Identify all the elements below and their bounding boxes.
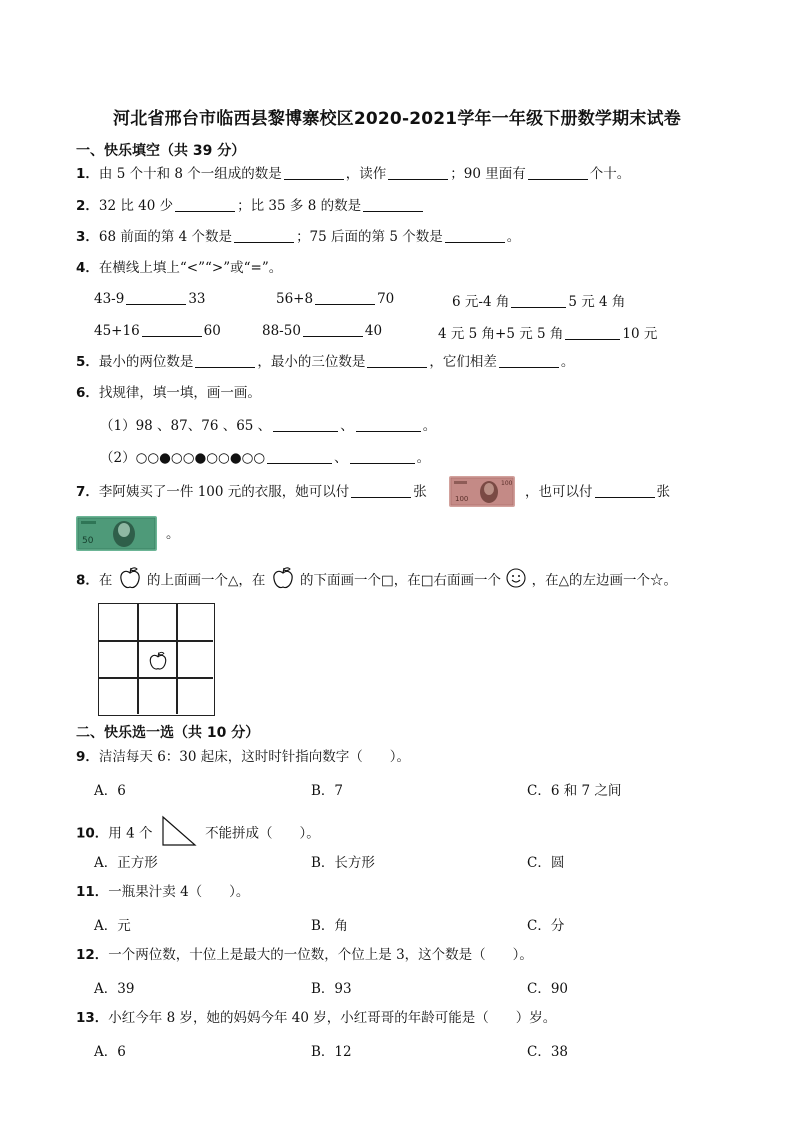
question-5: 5．最小的两位数是 ，最小的三位数是 ，它们相差 。 xyxy=(76,354,575,370)
section-2-heading: 二、快乐选一选（共 10 分） xyxy=(76,725,260,741)
grid-line xyxy=(99,640,213,642)
question-12: 12．一个两位数，十位上是最大的一位数，个位上是 3，这个数是（ ）。 xyxy=(76,947,533,963)
compare-item: 43-9 33 xyxy=(94,291,206,307)
question-10: 10．用 4 个 不能拼成（ ）。 xyxy=(76,815,320,853)
question-1: 1．由 5 个十和 8 个一组成的数是 ，读作 ；90 里面有 个十。 xyxy=(76,166,631,182)
answer-blank[interactable] xyxy=(267,449,332,464)
answer-blank[interactable] xyxy=(142,322,202,337)
banknote-100-image xyxy=(449,476,515,507)
answer-blank[interactable] xyxy=(303,322,363,337)
grid-line xyxy=(137,604,139,714)
question-8: 8．在 的上面画一个△，在 的下面画一个□，在□右面画一个 ，在△的左边画一个☆。 xyxy=(76,565,677,597)
question-2: 2．32 比 40 少 ；比 35 多 8 的数是 xyxy=(76,196,425,216)
banknote-100-label: 100 xyxy=(455,495,469,503)
question-7: 7．李阿姨买了一件 100 元的衣服，她可以付 张 xyxy=(76,484,427,500)
answer-blank[interactable] xyxy=(528,165,588,180)
compare-item: 6 元-4 角 5 元 4 角 xyxy=(452,294,626,310)
option-c[interactable]: C．分 xyxy=(527,918,565,934)
answer-blank[interactable] xyxy=(595,483,655,498)
right-triangle-icon xyxy=(161,815,197,853)
grid-line xyxy=(176,604,178,714)
question-9: 9．洁洁每天 6：30 起床，这时时针指向数字（ ）。 xyxy=(76,749,411,765)
option-a[interactable]: A．6 xyxy=(94,783,126,799)
compare-item: 56+8 70 xyxy=(276,291,395,307)
answer-blank[interactable] xyxy=(356,417,421,432)
answer-blank[interactable] xyxy=(273,417,338,432)
option-b[interactable]: B．12 xyxy=(311,1044,352,1060)
question-13: 13．小红今年 8 岁，她的妈妈今年 40 岁，小红哥哥的年龄可能是（ ）岁。 xyxy=(76,1010,557,1026)
answer-blank[interactable] xyxy=(234,228,294,243)
answer-blank[interactable] xyxy=(565,325,620,340)
answer-blank[interactable] xyxy=(367,353,427,368)
apple-icon xyxy=(270,565,296,597)
option-a[interactable]: A．正方形 xyxy=(94,855,158,871)
answer-blank[interactable] xyxy=(350,449,415,464)
option-c[interactable]: C．90 xyxy=(527,981,569,997)
option-a[interactable]: A．6 xyxy=(94,1044,126,1060)
option-b[interactable]: B．93 xyxy=(311,981,352,997)
grid-line xyxy=(99,677,213,679)
answer-blank[interactable] xyxy=(126,290,186,305)
compare-item: 88-50 40 xyxy=(262,323,383,339)
drawing-grid[interactable] xyxy=(98,603,215,716)
question-6: 6．找规律，填一填，画一画。 xyxy=(76,385,261,401)
exam-title: 河北省邢台市临西县黎博寨校区2020-2021学年一年级下册数学期末试卷 xyxy=(113,109,681,129)
banknote-50-label: 50 xyxy=(82,536,94,546)
option-a[interactable]: A．元 xyxy=(94,918,131,934)
question-4: 4．在横线上填上“<”“>”或“=”。 xyxy=(76,260,283,276)
option-c[interactable]: C．38 xyxy=(527,1044,569,1060)
option-b[interactable]: B．长方形 xyxy=(311,855,375,871)
smiley-face-icon xyxy=(505,567,527,595)
compare-item: 45+16 60 xyxy=(94,323,221,339)
section-1-heading: 一、快乐填空（共 39 分） xyxy=(76,143,246,159)
svg-text:100: 100 xyxy=(501,480,513,487)
question-3: 3．68 前面的第 4 个数是 ；75 后面的第 5 个数是 。 xyxy=(76,229,521,245)
question-11: 11．一瓶果汁卖 4（ ）。 xyxy=(76,884,250,900)
option-b[interactable]: B．7 xyxy=(311,783,344,799)
answer-blank[interactable] xyxy=(388,165,448,180)
answer-blank[interactable] xyxy=(284,165,344,180)
answer-blank[interactable] xyxy=(195,353,255,368)
question-7-continued: ，也可以付 张 xyxy=(525,484,670,500)
apple-icon xyxy=(147,650,169,676)
banknote-100-icon xyxy=(449,476,515,507)
question-7-end: 。 xyxy=(166,526,180,542)
answer-blank[interactable] xyxy=(175,197,235,212)
apple-icon xyxy=(117,565,143,597)
answer-blank[interactable] xyxy=(511,293,566,308)
answer-blank[interactable] xyxy=(499,353,559,368)
answer-blank[interactable] xyxy=(351,483,411,498)
option-c[interactable]: C．圆 xyxy=(527,855,565,871)
answer-blank[interactable] xyxy=(445,228,505,243)
compare-item: 4 元 5 角+5 元 5 角 10 元 xyxy=(438,326,658,342)
answer-blank[interactable] xyxy=(363,197,423,212)
pattern-number-line: （1）98 、87、76 、65 、 、 。 xyxy=(100,418,437,434)
banknote-50-icon xyxy=(76,516,157,551)
option-a[interactable]: A．39 xyxy=(94,981,135,997)
option-b[interactable]: B．角 xyxy=(311,918,348,934)
pattern-shape-line: （2）○○●○○●○○●○○ 、 。 xyxy=(100,450,431,466)
option-c[interactable]: C．6 和 7 之间 xyxy=(527,783,622,799)
banknote-50-image xyxy=(76,516,157,551)
answer-blank[interactable] xyxy=(315,290,375,305)
